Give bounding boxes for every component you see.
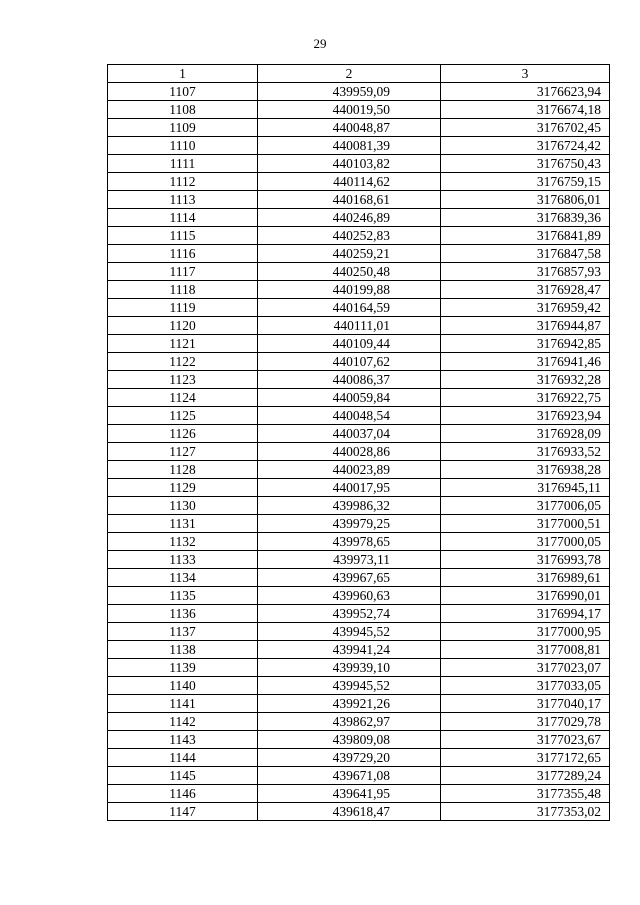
x-coordinate-cell: 439671,08 — [258, 767, 441, 785]
y-coordinate-cell: 3177353,02 — [441, 803, 610, 821]
x-coordinate-cell: 439945,52 — [258, 623, 441, 641]
x-coordinate-cell: 439986,32 — [258, 497, 441, 515]
y-coordinate-cell: 3176841,89 — [441, 227, 610, 245]
y-coordinate-cell: 3176847,58 — [441, 245, 610, 263]
table-row — [108, 425, 610, 443]
y-coordinate-cell: 3176928,09 — [441, 425, 610, 443]
y-coordinate-cell: 3177355,48 — [441, 785, 610, 803]
x-coordinate-cell: 440114,62 — [258, 173, 441, 191]
point-number-cell: 1126 — [108, 425, 258, 443]
point-number-cell: 1129 — [108, 479, 258, 497]
y-coordinate-cell: 3177000,95 — [441, 623, 610, 641]
point-number-cell: 1134 — [108, 569, 258, 587]
point-number-cell: 1136 — [108, 605, 258, 623]
table-row — [108, 353, 610, 371]
x-coordinate-cell: 439967,65 — [258, 569, 441, 587]
table-header-row — [108, 65, 610, 83]
table-row — [108, 155, 610, 173]
y-coordinate-cell: 3176806,01 — [441, 191, 610, 209]
table-row — [108, 767, 610, 785]
table-row — [108, 317, 610, 335]
point-number-cell: 1127 — [108, 443, 258, 461]
table-row — [108, 785, 610, 803]
table-body — [108, 83, 610, 821]
coordinates-table — [107, 64, 610, 821]
table-row — [108, 497, 610, 515]
y-coordinate-cell: 3176994,17 — [441, 605, 610, 623]
y-coordinate-cell: 3177006,05 — [441, 497, 610, 515]
y-coordinate-cell: 3177008,81 — [441, 641, 610, 659]
table-row — [108, 191, 610, 209]
table-row — [108, 641, 610, 659]
point-number-cell: 1124 — [108, 389, 258, 407]
x-coordinate-cell: 439960,63 — [258, 587, 441, 605]
x-coordinate-cell: 439729,20 — [258, 749, 441, 767]
point-number-cell: 1128 — [108, 461, 258, 479]
point-number-cell: 1137 — [108, 623, 258, 641]
table-row — [108, 659, 610, 677]
point-number-cell: 1133 — [108, 551, 258, 569]
table-row — [108, 749, 610, 767]
x-coordinate-cell: 440250,48 — [258, 263, 441, 281]
x-coordinate-cell: 440246,89 — [258, 209, 441, 227]
y-coordinate-cell: 3176759,15 — [441, 173, 610, 191]
y-coordinate-cell: 3177029,78 — [441, 713, 610, 731]
point-number-cell: 1110 — [108, 137, 258, 155]
y-coordinate-cell: 3177000,51 — [441, 515, 610, 533]
y-coordinate-cell: 3176959,42 — [441, 299, 610, 317]
x-coordinate-cell: 440107,62 — [258, 353, 441, 371]
x-coordinate-cell: 440023,89 — [258, 461, 441, 479]
table-row — [108, 551, 610, 569]
x-coordinate-cell: 439952,74 — [258, 605, 441, 623]
x-coordinate-cell: 439921,26 — [258, 695, 441, 713]
table-row — [108, 389, 610, 407]
table-row — [108, 515, 610, 533]
y-coordinate-cell: 3176623,94 — [441, 83, 610, 101]
point-number-cell: 1117 — [108, 263, 258, 281]
table-row — [108, 83, 610, 101]
x-coordinate-cell: 440103,82 — [258, 155, 441, 173]
point-number-cell: 1112 — [108, 173, 258, 191]
page-number: 29 — [313, 36, 327, 51]
x-coordinate-cell: 440199,88 — [258, 281, 441, 299]
table-row — [108, 299, 610, 317]
x-coordinate-cell: 440164,59 — [258, 299, 441, 317]
x-coordinate-cell: 440019,50 — [258, 101, 441, 119]
x-coordinate-cell: 439862,97 — [258, 713, 441, 731]
point-number-cell: 1131 — [108, 515, 258, 533]
x-coordinate-cell: 439978,65 — [258, 533, 441, 551]
point-number-cell: 1142 — [108, 713, 258, 731]
table-row — [108, 209, 610, 227]
point-number-cell: 1144 — [108, 749, 258, 767]
point-number-cell: 1118 — [108, 281, 258, 299]
point-number-cell: 1130 — [108, 497, 258, 515]
table-row — [108, 335, 610, 353]
x-coordinate-cell: 439979,25 — [258, 515, 441, 533]
x-coordinate-cell: 440017,95 — [258, 479, 441, 497]
point-number-cell: 1119 — [108, 299, 258, 317]
point-number-cell: 1139 — [108, 659, 258, 677]
table-row — [108, 605, 610, 623]
x-coordinate-cell: 439945,52 — [258, 677, 441, 695]
point-number-cell: 1108 — [108, 101, 258, 119]
table-row — [108, 569, 610, 587]
column-header-2: 2 — [258, 65, 441, 83]
y-coordinate-cell: 3176702,45 — [441, 119, 610, 137]
x-coordinate-cell: 440048,87 — [258, 119, 441, 137]
table-row — [108, 137, 610, 155]
column-header-1: 1 — [108, 65, 258, 83]
table-row — [108, 119, 610, 137]
x-coordinate-cell: 440081,39 — [258, 137, 441, 155]
point-number-cell: 1141 — [108, 695, 258, 713]
point-number-cell: 1121 — [108, 335, 258, 353]
point-number-cell: 1111 — [108, 155, 258, 173]
y-coordinate-cell: 3176857,93 — [441, 263, 610, 281]
table-row — [108, 731, 610, 749]
y-coordinate-cell: 3176933,52 — [441, 443, 610, 461]
table-row — [108, 479, 610, 497]
x-coordinate-cell: 440168,61 — [258, 191, 441, 209]
y-coordinate-cell: 3177023,67 — [441, 731, 610, 749]
table-row — [108, 173, 610, 191]
x-coordinate-cell: 440111,01 — [258, 317, 441, 335]
y-coordinate-cell: 3176932,28 — [441, 371, 610, 389]
y-coordinate-cell: 3176922,75 — [441, 389, 610, 407]
table-row — [108, 461, 610, 479]
y-coordinate-cell: 3176944,87 — [441, 317, 610, 335]
y-coordinate-cell: 3177033,05 — [441, 677, 610, 695]
y-coordinate-cell: 3177289,24 — [441, 767, 610, 785]
x-coordinate-cell: 440109,44 — [258, 335, 441, 353]
x-coordinate-cell: 440259,21 — [258, 245, 441, 263]
point-number-cell: 1145 — [108, 767, 258, 785]
column-header-3: 3 — [441, 65, 610, 83]
point-number-cell: 1122 — [108, 353, 258, 371]
point-number-cell: 1132 — [108, 533, 258, 551]
table-row — [108, 623, 610, 641]
x-coordinate-cell: 439941,24 — [258, 641, 441, 659]
x-coordinate-cell: 439618,47 — [258, 803, 441, 821]
x-coordinate-cell: 440086,37 — [258, 371, 441, 389]
point-number-cell: 1113 — [108, 191, 258, 209]
point-number-cell: 1123 — [108, 371, 258, 389]
point-number-cell: 1135 — [108, 587, 258, 605]
x-coordinate-cell: 440028,86 — [258, 443, 441, 461]
point-number-cell: 1109 — [108, 119, 258, 137]
table-row — [108, 713, 610, 731]
x-coordinate-cell: 439641,95 — [258, 785, 441, 803]
y-coordinate-cell: 3177172,65 — [441, 749, 610, 767]
y-coordinate-cell: 3176942,85 — [441, 335, 610, 353]
y-coordinate-cell: 3177023,07 — [441, 659, 610, 677]
table-row — [108, 677, 610, 695]
x-coordinate-cell: 440048,54 — [258, 407, 441, 425]
table-row — [108, 695, 610, 713]
point-number-cell: 1120 — [108, 317, 258, 335]
table-row — [108, 407, 610, 425]
x-coordinate-cell: 440059,84 — [258, 389, 441, 407]
x-coordinate-cell: 439973,11 — [258, 551, 441, 569]
y-coordinate-cell: 3176993,78 — [441, 551, 610, 569]
point-number-cell: 1107 — [108, 83, 258, 101]
y-coordinate-cell: 3176923,94 — [441, 407, 610, 425]
y-coordinate-cell: 3176941,46 — [441, 353, 610, 371]
point-number-cell: 1138 — [108, 641, 258, 659]
point-number-cell: 1114 — [108, 209, 258, 227]
point-number-cell: 1146 — [108, 785, 258, 803]
table-row — [108, 281, 610, 299]
table-row — [108, 533, 610, 551]
y-coordinate-cell: 3176724,42 — [441, 137, 610, 155]
x-coordinate-cell: 439809,08 — [258, 731, 441, 749]
table-row — [108, 803, 610, 821]
y-coordinate-cell: 3176839,36 — [441, 209, 610, 227]
table-row — [108, 245, 610, 263]
y-coordinate-cell: 3177000,05 — [441, 533, 610, 551]
point-number-cell: 1116 — [108, 245, 258, 263]
x-coordinate-cell: 439959,09 — [258, 83, 441, 101]
y-coordinate-cell: 3176674,18 — [441, 101, 610, 119]
point-number-cell: 1140 — [108, 677, 258, 695]
y-coordinate-cell: 3176938,28 — [441, 461, 610, 479]
point-number-cell: 1115 — [108, 227, 258, 245]
y-coordinate-cell: 3176989,61 — [441, 569, 610, 587]
table-row — [108, 443, 610, 461]
point-number-cell: 1125 — [108, 407, 258, 425]
y-coordinate-cell: 3176945,11 — [441, 479, 610, 497]
table-row — [108, 227, 610, 245]
table-row — [108, 263, 610, 281]
x-coordinate-cell: 439939,10 — [258, 659, 441, 677]
table-row — [108, 371, 610, 389]
y-coordinate-cell: 3176990,01 — [441, 587, 610, 605]
x-coordinate-cell: 440037,04 — [258, 425, 441, 443]
x-coordinate-cell: 440252,83 — [258, 227, 441, 245]
point-number-cell: 1147 — [108, 803, 258, 821]
table-row — [108, 101, 610, 119]
y-coordinate-cell: 3176928,47 — [441, 281, 610, 299]
point-number-cell: 1143 — [108, 731, 258, 749]
y-coordinate-cell: 3177040,17 — [441, 695, 610, 713]
y-coordinate-cell: 3176750,43 — [441, 155, 610, 173]
table-row — [108, 587, 610, 605]
